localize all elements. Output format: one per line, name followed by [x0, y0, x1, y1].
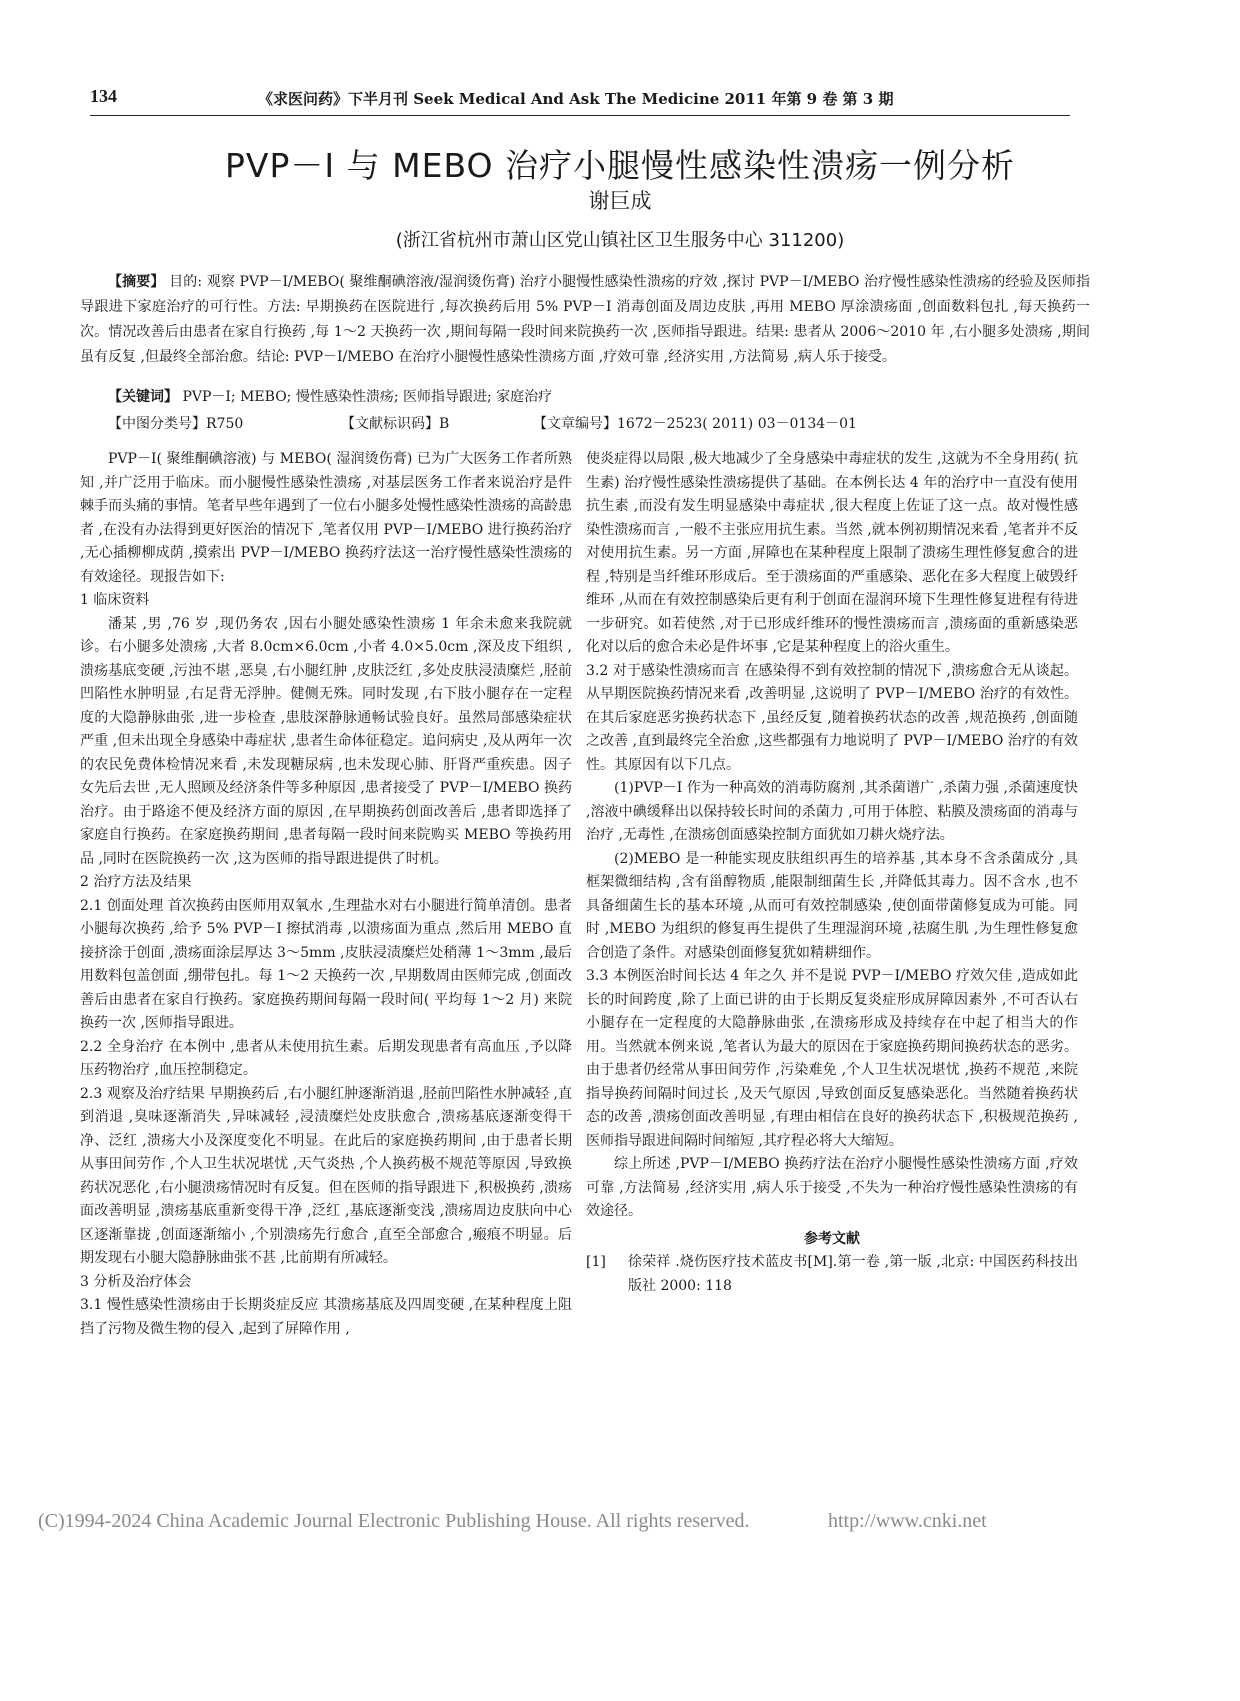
copyright-text: (C)1994-2024 China Academic Journal Electronic Publishing House. All rights reserved.	[38, 1510, 750, 1532]
reference-text: 徐荣祥 .烧伤医疗技术蓝皮书[M].第一卷 ,第一版 ,北京: 中国医药科技出版社 2000: 118	[628, 1254, 1078, 1294]
page-number: 134	[90, 86, 117, 106]
subsection-paragraph: 2.1 创面处理 首次换药由医师用双氧水 ,生理盐水对右小腿进行简单清创。患者小腿每次换药 ,给予 5% PVP－I 擦拭消毒 ,以溃疡面为重点 ,然后用 MEBO 直接挤涂于创面 ,溃疡面涂层厚达 3～5mm ,皮肤浸渍糜烂处稍薄 1～3mm ,最后用数料包盖创面 ,绷带包扎。每 1～2 天换药一次 ,早期数周由医师完成 ,创面改善后由患者在家自行换药。家庭换药期间每隔一段时间( 平均每 1～2 月) 来院换药一次 ,医师指导跟进。	[80, 897, 572, 1031]
section-heading: 3 分析及治疗体会	[80, 1273, 192, 1290]
body-paragraph: (1)PVP－I 作为一种高效的消毒防腐剂 ,其杀菌谱广 ,杀菌力强 ,杀菌速度快 ,溶液中碘缓释出以保持较长时间的杀菌力 ,可用于体腔、粘膜及溃疡面的消毒与治疗 ,无毒性 ,在溃疡创面感染控制方面犹如刀耕火烧疗法。	[586, 780, 1078, 843]
body-paragraph: 综上所述 ,PVP－I/MEBO 换药疗法在治疗小腿慢性感染性溃疡方面 ,疗效可靠 ,方法简易 ,经济实用 ,病人乐于接受 ,不失为一种治疗慢性感染性溃疡的有效途径。	[586, 1156, 1078, 1219]
abstract-label: 【摘要】	[108, 274, 165, 290]
references-heading: 参考文献	[804, 1230, 860, 1247]
body-paragraph: 使炎症得以局限 ,极大地减少了全身感染中毒症状的发生 ,这就为不全身用药( 抗生素) 治疗慢性感染性溃疡提供了基础。在本例长达 4 年的治疗中一直没有使用抗生素 ,而没有发生明显感染中毒症状 ,很大程度上佐证了这一点。故对慢性感染性溃疡而言 ,一般不主张应用抗生素。当然 ,就本例初期情况来看 ,笔者并不反对使用抗生素。另一方面 ,屏障也在某种程度上限制了溃疡生理性修复愈合的进程 ,特别是当纤维环形成后。至于溃疡面的严重感染、恶化在多大程度上破毁纤维环 ,从而在有效控制感染后更有利于创面在湿润环境下生理性修复进程有待进一步研究。如若使然 ,对于已形成纤维环的慢性溃疡而言 ,溃疡面的重新感染恶化对以后的愈合未必是件坏事 ,它是某种程度上的浴火重生。	[586, 451, 1078, 655]
journal-citation: 《求医问药》下半月刊 Seek Medical And Ask The Medicine 2011 年第 9 卷 第 3 期	[258, 90, 894, 108]
keywords-text: PVP－I; MEBO; 慢性感染性溃疡; 医师指导跟进; 家庭治疗	[178, 389, 553, 405]
subsection-paragraph: 3.1 慢性感染性溃疡由于长期炎症反应 其溃疡基底及四周变硬 ,在某种程度上阻挡了污物及微生物的侵入 ,起到了屏障作用 ,	[80, 1297, 572, 1337]
reference-item	[586, 1251, 1078, 1298]
subsection-paragraph: 2.2 全身治疗 在本例中 ,患者从未使用抗生素。后期发现患者有高血压 ,予以降压药物治疗 ,血压控制稳定。	[80, 1038, 572, 1078]
article-author: 谢巨成	[588, 189, 652, 213]
subsection-paragraph: 3.2 对于感染性溃疡而言 在感染得不到有效控制的情况下 ,溃疡愈合无从谈起。从早期医院换药情况来看 ,改善明显 ,这说明了 PVP－I/MEBO 治疗的有效性。在其后家庭恶劣换药状态下 ,虽经反复 ,随着换药状态的改善 ,规范换药 ,创面随之改善 ,直到最终完全治愈 ,这些都强有力地说明了 PVP－I/MEBO 治疗的有效性。其原因有以下几点。	[586, 662, 1078, 773]
copyright-footer	[38, 1510, 1208, 1533]
abstract	[80, 270, 1090, 370]
body-right-column	[586, 448, 1078, 1298]
keywords	[108, 386, 552, 406]
author-affiliation: (浙江省杭州市萧山区党山镇社区卫生服务中心 311200)	[395, 230, 845, 251]
reference-number: [1]	[586, 1254, 606, 1270]
subsection-paragraph: 3.3 本例医治时间长达 4 年之久 并不是说 PVP－I/MEBO 疗效欠佳 ,造成如此长的时间跨度 ,除了上面已讲的由于长期反复炎症形成屏障因素外 ,不可否认右小腿存在一定程度的大隐静脉曲张 ,在溃疡形成及持续存在中起了相当大的作用。当然就本例来说 ,笔者认为最大的原因在于家庭换药期间换药状态的恶劣。由于患者仍经常从事田间劳作 ,污染难免 ,个人卫生状况堪忧 ,换药不规范 ,来院指导换药间隔时间过长 ,及天气原因 ,导致创面反复感染恶化。当然随着换药状态的改善 ,溃疡创面改善明显 ,有理由相信在良好的换药状态下 ,积极规范换药 ,医师指导跟进间隔时间缩短 ,其疗程必将大大缩短。	[586, 968, 1078, 1149]
clc-number: 【中图分类号】R750	[108, 416, 244, 432]
body-paragraph: 潘某 ,男 ,76 岁 ,现仍务农 ,因右小腿处感染性溃疡 1 年余未愈来我院就诊。右小腿多处溃疡 ,大者 8.0cm×6.0cm ,小者 4.0×5.0cm ,深及皮下组织 ,溃疡基底变硬 ,污浊不堪 ,恶臭 ,右小腿红肿 ,皮肤泛红 ,多处皮肤浸渍糜烂 ,胫前凹陷性水肿明显 ,右足背无浮肿。健侧无殊。同时发现 ,右下肢小腿存在一定程度的大隐静脉曲张 ,进一步检查 ,患肢深静脉通畅试验良好。虽然局部感染症状严重 ,但未出现全身感染中毒症状 ,患者生命体征稳定。追问病史 ,及从两年一次的农民免费体检情况来看 ,未发现糖尿病 ,也未发现心肺、肝肾严重疾患。因子女先后去世 ,无人照顾及经济条件等多种原因 ,患者接受了 PVP－I/MEBO 换药治疗。由于路途不便及经济方面的原因 ,在早期换药创面改善后 ,患者即选择了家庭自行换药。在家庭换药期间 ,患者每隔一段时间来院购买 MEBO 等换药用品 ,同时在医院换药一次 ,这为医师的指导跟进提供了时机。	[80, 615, 572, 867]
classification-line	[108, 413, 1068, 433]
abstract-text: 目的: 观察 PVP－I/MEBO( 聚维酮碘溶液/湿润烫伤膏) 治疗小腿慢性感染性溃疡的疗效 ,探讨 PVP－I/MEBO 治疗慢性感染性溃疡的经验及医师指导跟进下家庭治疗的可行性。方法: 早期换药在医院进行 ,每次换药后用 5% PVP－I 消毒创面及周边皮肤 ,再用 MEBO 厚涂溃疡面 ,创面数料包扎 ,每天换药一次。情况改善后由患者在家自行换药 ,每 1～2 天换药一次 ,期间每隔一段时间来院换药一次 ,医师指导跟进。结果: 患者从 2006～2010 年 ,右小腿多处溃疡 ,期间虽有反复 ,但最终全部治愈。结论: PVP－I/MEBO 在治疗小腿慢性感染性溃疡方面 ,疗效可靠 ,经济实用 ,方法简易 ,病人乐于接受。	[80, 274, 1091, 365]
footer-url: http://www.cnki.net	[828, 1510, 987, 1532]
body-left-column	[80, 448, 572, 1341]
subsection-paragraph: 2.3 观察及治疗结果 早期换药后 ,右小腿红肿逐渐消退 ,胫前凹陷性水肿减轻 ,直到消退 ,臭味逐渐消失 ,异味减轻 ,浸渍糜烂处皮肤愈合 ,溃疡基底逐渐变得干净、泛红 ,溃疡大小及深度变化不明显。在此后的家庭换药期间 ,由于患者长期从事田间劳作 ,个人卫生状况堪忧 ,天气炎热 ,个人换药极不规范等原因 ,导致换药状况恶化 ,右小腿溃疡情况时有反复。但在医师的指导跟进下 ,积极换药 ,溃疡面改善明显 ,溃疡基底重新变得干净 ,泛红 ,基底逐渐变浅 ,溃疡周边皮肤向中心区逐渐靠拢 ,创面逐渐缩小 ,个别溃疡先行愈合 ,直至全部愈合 ,瘢痕不明显。后期发现右小腿大隐静脉曲张不甚 ,比前期有所减轻。	[80, 1085, 572, 1266]
body-paragraph: PVP－I( 聚维酮碘溶液) 与 MEBO( 湿润烫伤膏) 已为广大医务工作者所熟知 ,并广泛用于临床。而小腿慢性感染性溃疡 ,对基层医务工作者来说治疗是件棘手而头痛的事情。笔者早些年遇到了一位右小腿多处慢性感染性溃疡的高龄患者 ,在没有办法得到更好医治的情况下 ,笔者仅用 PVP－I/MEBO 进行换药治疗 ,无心插柳柳成荫 ,摸索出 PVP－I/MEBO 换药疗法这一治疗慢性感染性溃疡的有效途径。现报告如下:	[80, 451, 572, 585]
section-heading: 1 临床资料	[80, 592, 150, 608]
section-heading: 2 治疗方法及结果	[80, 874, 192, 890]
article-number: 【文章编号】1672－2523( 2011) 03－0134－01	[533, 416, 857, 432]
running-header	[90, 86, 1070, 116]
document-code: 【文献标识码】B	[341, 416, 450, 432]
article-title: PVP－I 与 MEBO 治疗小腿慢性感染性溃疡一例分析	[225, 146, 1015, 185]
body-paragraph: (2)MEBO 是一种能实现皮肤组织再生的培养基 ,其本身不含杀菌成分 ,具框架微细结构 ,含有甾醇物质 ,能限制细菌生长 ,并降低其毒力。因不含水 ,也不具备细菌生长的基本环境 ,从而可有效控制感染 ,使创面带菌修复成为可能。同时 ,MEBO 为组织的修复再生提供了生理湿润环境 ,祛腐生肌 ,为生理性修复愈合创造了条件。对感染创面修复犹如精耕细作。	[586, 850, 1078, 961]
keywords-label: 【关键词】	[108, 389, 178, 405]
